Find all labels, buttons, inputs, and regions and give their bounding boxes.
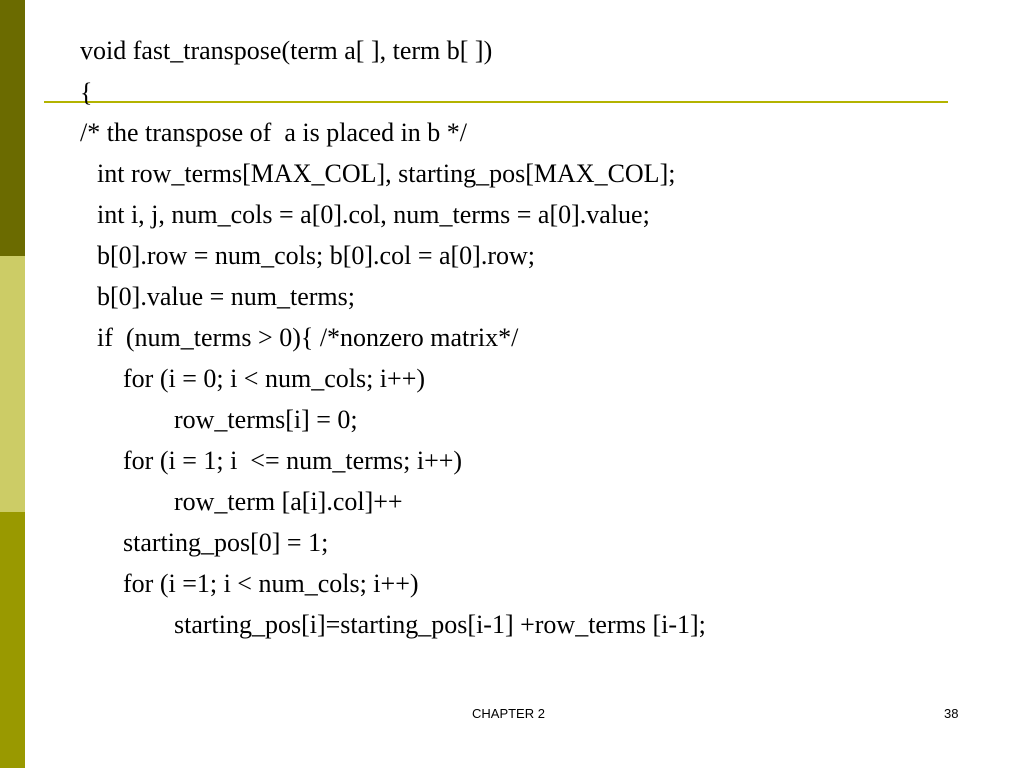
code-line-1: void fast_transpose(term a[ ], term b[ ]) bbox=[80, 36, 493, 65]
code-line-13: starting_pos[0] = 1; bbox=[123, 528, 329, 557]
side-bar-bottom bbox=[0, 512, 25, 768]
code-line-9: for (i = 0; i < num_cols; i++) bbox=[123, 364, 426, 393]
code-line-3: /* the transpose of a is placed in b */ bbox=[80, 118, 468, 147]
code-line-11: for (i = 1; i <= num_terms; i++) bbox=[123, 446, 463, 475]
code-line-5: int i, j, num_cols = a[0].col, num_terms = a[0].value; bbox=[97, 200, 650, 229]
footer-page-number: 38 bbox=[944, 706, 959, 721]
code-line-12: row_term [a[i].col]++ bbox=[174, 487, 403, 516]
side-bar-top bbox=[0, 0, 25, 256]
code-line-6: b[0].row = num_cols; b[0].col = a[0].row; bbox=[97, 241, 536, 270]
side-bar-middle bbox=[0, 256, 25, 512]
title-divider-rule bbox=[44, 101, 948, 103]
code-line-15: starting_pos[i]=starting_pos[i-1] +row_terms [i-1]; bbox=[174, 610, 706, 639]
code-line-2: { bbox=[80, 78, 93, 107]
footer-chapter: CHAPTER 2 bbox=[472, 706, 545, 721]
code-line-14: for (i =1; i < num_cols; i++) bbox=[123, 569, 419, 598]
code-line-8: if (num_terms > 0){ /*nonzero matrix*/ bbox=[97, 323, 519, 352]
code-line-7: b[0].value = num_terms; bbox=[97, 282, 355, 311]
code-line-4: int row_terms[MAX_COL], starting_pos[MAX_COL]; bbox=[97, 159, 676, 188]
code-line-10: row_terms[i] = 0; bbox=[174, 405, 358, 434]
